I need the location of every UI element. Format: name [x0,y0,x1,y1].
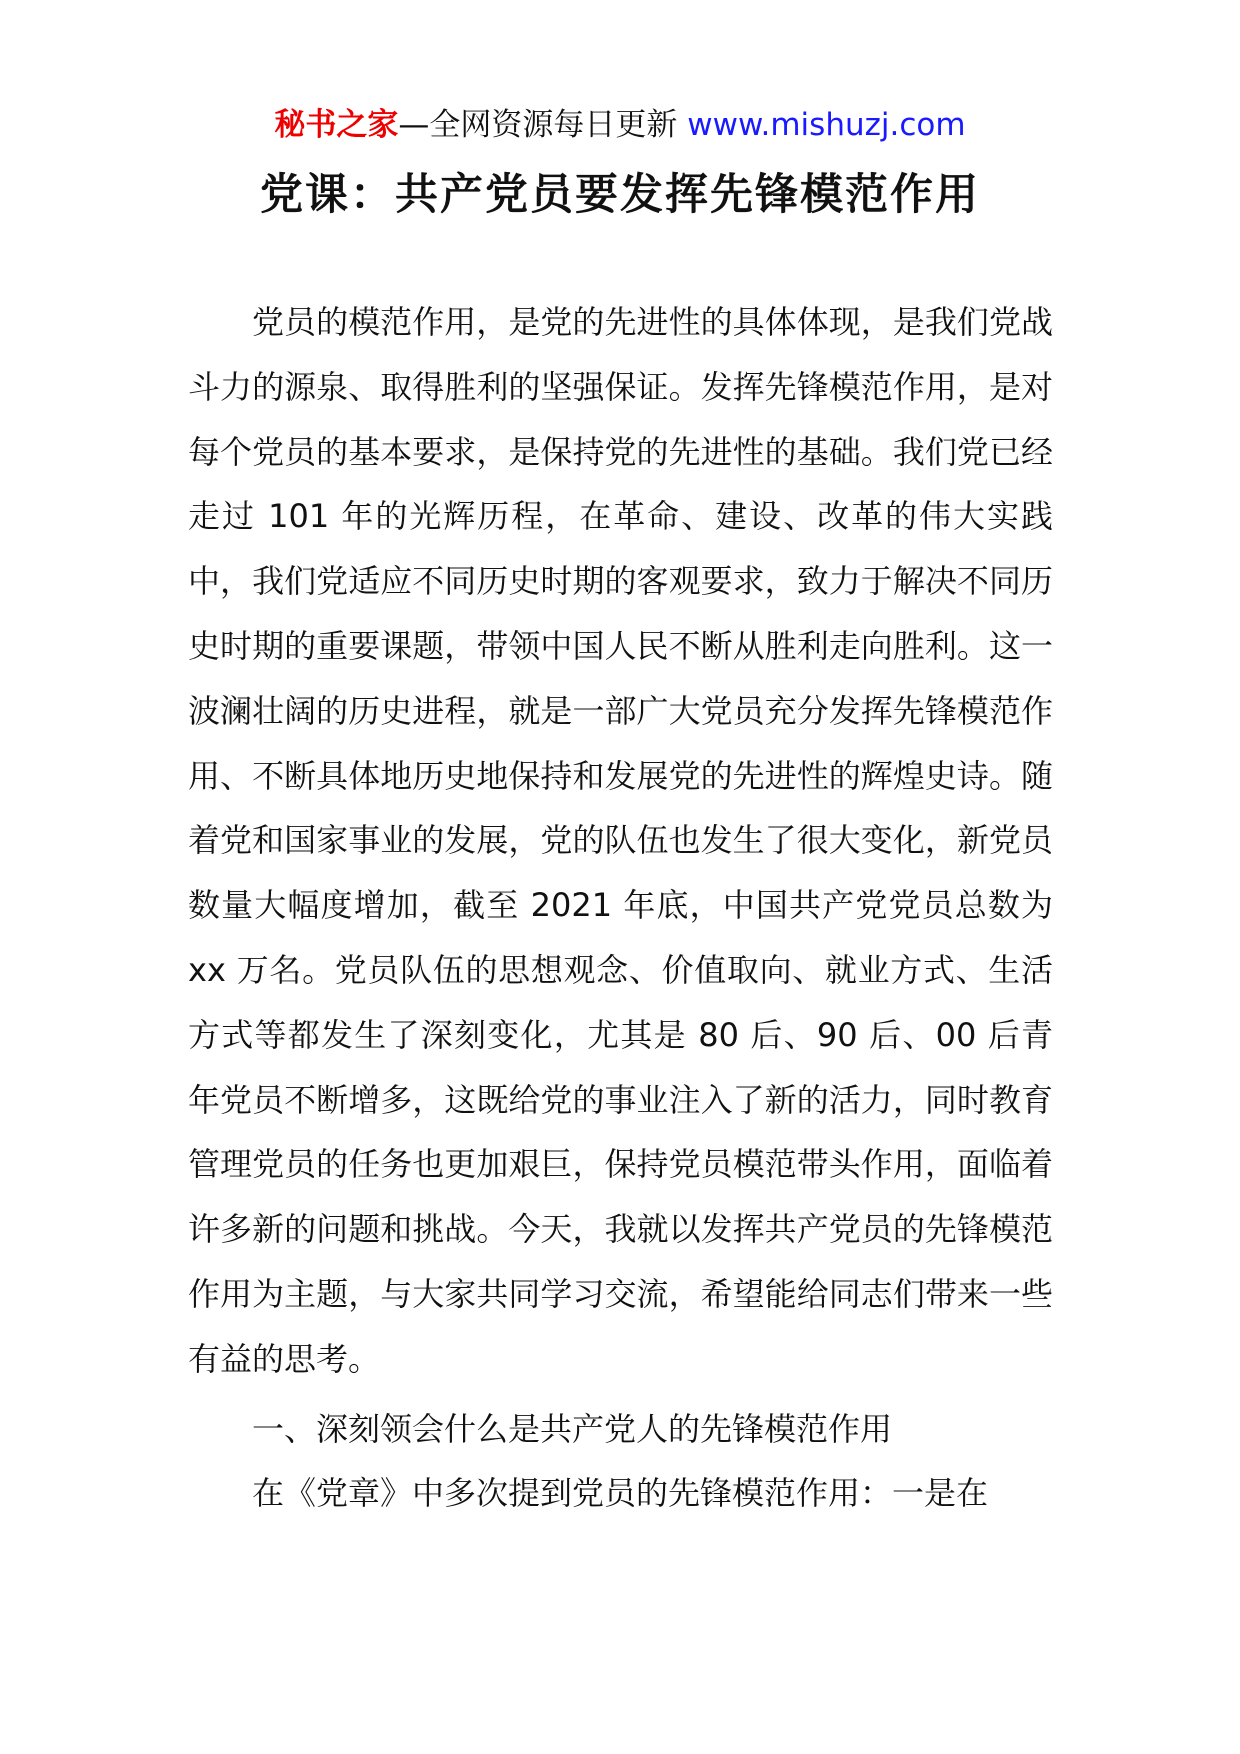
body-paragraph-2: 在《党章》中多次提到党员的先锋模范作用：一是在 [252,1474,989,1513]
document-title: 党课：共产党员要发挥先锋模范作用 [260,170,980,220]
site-url-link[interactable]: www.mishuzj.com [687,107,966,143]
document-body [188,290,1053,1526]
site-tagline: —全网资源每日更新 [398,107,678,143]
body-paragraph-1: 党员的模范作用，是党的先进性的具体体现，是我们党战斗力的源泉、取得胜利的坚强保证。发挥先锋模范作用，是对每个党员的基本要求，是保持党的先进性的基础。我们党已经走过 101 年的光辉历程，在革命、建设、改革的伟大实践中，我们党适应不同历史时期的客观要求，致力于解决不同历史时期的重要课题，带领中国人民不断从胜利走向胜利。这一波澜壮阔的历史进程，就是一部广大党员充分发挥先锋模范作用、不断具体地历史地保持和发展党的先进性的辉煌史诗。随着党和国家事业的发展，党的队伍也发生了很大变化，新党员数量大幅度增加，截至 2021 年底，中国共产党党员总数为 xx 万名。党员队伍的思想观念、价值取向、就业方式、生活方式等都发生了深刻变化，尤其是 80 后、90 后、00 后青年党员不断增多，这既给党的事业注入了新的活力，同时教育管理党员的任务也更加艰巨，保持党员模范带头作用，面临着许多新的问题和挑战。今天，我就以发挥共产党员的先锋模范作用为主题，与大家共同学习交流，希望能给同志们带来一些有益的思考。 [188,303,1053,1378]
site-header [0,103,1240,147]
section-1-heading: 一、深刻领会什么是共产党人的先锋模范作用 [252,1409,893,1448]
brand-name: 秘书之家 [274,107,399,143]
